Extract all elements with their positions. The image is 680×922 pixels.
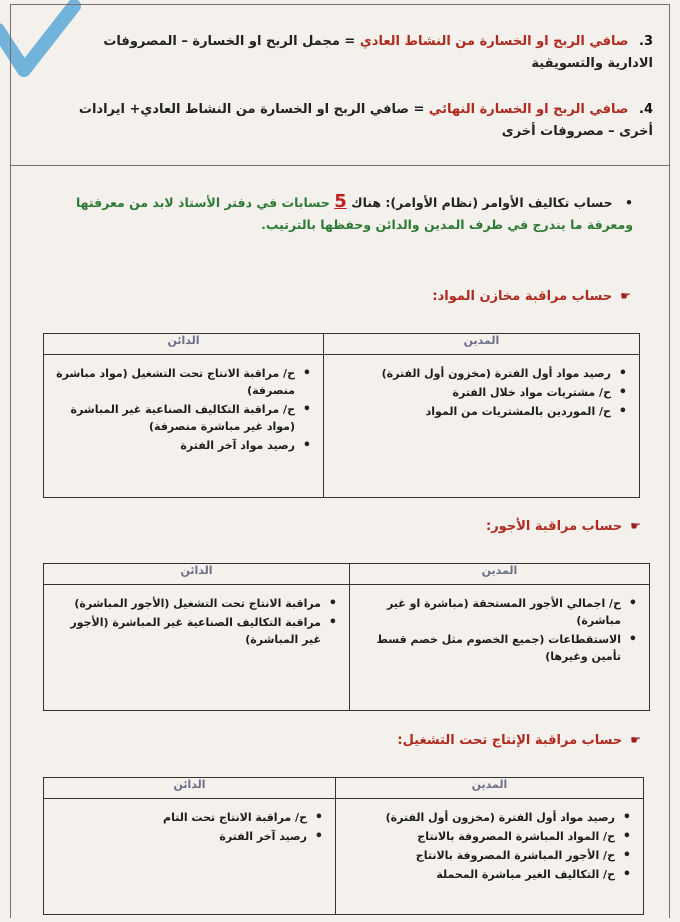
page-frame (10, 4, 670, 918)
pointing-hand-icon: ☛ (630, 519, 641, 533)
list-item: • رصيد مواد آخر الفترة (54, 437, 295, 454)
debit-column (324, 355, 640, 498)
list-item: • ح/ مراقبة التكاليف الصناعية غير المباشرة (مواد غير مباشرة منصرفة) (54, 401, 295, 435)
list-item: • رصيد آخر الفترة (54, 828, 307, 845)
list-item: • ح/ الأجور المباشرة المصروفة بالانتاج (346, 847, 615, 864)
list-item: • ح/ التكاليف الغير مباشرة المحملة (346, 866, 615, 883)
list-item: • ح/ مراقبة الانتاج تحت التام (54, 809, 307, 826)
formula-term: صافي الربح او الخسارة من النشاط العادي (359, 34, 629, 49)
credit-header: الدائن (44, 778, 336, 799)
debit-header: المدين (324, 334, 640, 355)
formula-item-3 (93, 31, 653, 75)
formula-term: صافي الربح او الخسارة النهائي (428, 102, 629, 117)
list-item: • مراقبة الانتاج تحت التشغيل (الأجور المباشرة) (54, 595, 321, 612)
intro-text: هناك (351, 195, 382, 210)
formula-definition: = صافي الربح او الخسارة من النشاط العادي+ ايرادات أخرى – مصروفات أخرى (78, 102, 653, 139)
item-number: 4. (639, 102, 653, 117)
credit-header: الدائن (44, 334, 324, 355)
debit-header: المدين (336, 778, 644, 799)
intro-paragraph (43, 191, 633, 236)
list-item: • مراقبة التكاليف الصناعية غير المباشرة (الأجور غير المباشرة) (54, 614, 321, 648)
intro-text: حسابات في دفتر الأستاذ لابد من معرفتها ومعرفة ما يندرج في طرف المدين والدائن وحفظها بالترتيب. (75, 195, 633, 232)
formula-item-4 (53, 99, 653, 143)
accounts-count: 5 (334, 191, 347, 212)
item-number: 3. (639, 34, 653, 49)
pointing-hand-icon: ☛ (620, 289, 631, 303)
credit-header: الدائن (44, 564, 350, 585)
list-item: • الاستقطاعات (جميع الخصوم مثل خصم قسط تأمين وغيرها) (360, 631, 621, 665)
account-table-wip (43, 777, 644, 915)
pointing-hand-icon: ☛ (630, 733, 641, 747)
account-table-materials (43, 333, 640, 498)
list-item: • ح/ المواد المباشرة المصروفة بالانتاج (346, 828, 615, 845)
section-title: ☛حساب مراقبة الإنتاج تحت التشغيل: (397, 733, 641, 748)
profit-formulas-box (11, 5, 669, 166)
account-table-wages (43, 563, 650, 711)
list-item: • ح/ مشتريات مواد خلال الفترة (334, 384, 611, 401)
list-item: • ح/ مراقبة الانتاج تحت التشغيل (مواد مباشرة منصرفة) (54, 365, 295, 399)
bullet-icon: • (625, 195, 633, 210)
list-item: • ح/ اجمالي الأجور المستحقة (مباشرة او غير مباشرة) (360, 595, 621, 629)
credit-column (44, 799, 336, 915)
formula-definition: = مجمل الربح او الخسارة – المصروفات الادارية والتسويقية (103, 34, 653, 71)
credit-column (44, 355, 324, 498)
intro-heading: حساب تكاليف الأوامر (نظام الأوامر): (385, 195, 613, 210)
credit-column (44, 585, 350, 711)
section-title: ☛حساب مراقبة الأجور: (486, 519, 641, 534)
list-item: • ح/ الموردين بالمشتريات من المواد (334, 403, 611, 420)
debit-header: المدين (350, 564, 650, 585)
debit-column (350, 585, 650, 711)
section-title: ☛حساب مراقبة مخازن المواد: (432, 289, 631, 304)
debit-column (336, 799, 644, 915)
list-item: • رصيد مواد أول الفترة (مخزون أول الفترة) (346, 809, 615, 826)
list-item: • رصيد مواد أول الفترة (مخزون أول الفترة) (334, 365, 611, 382)
